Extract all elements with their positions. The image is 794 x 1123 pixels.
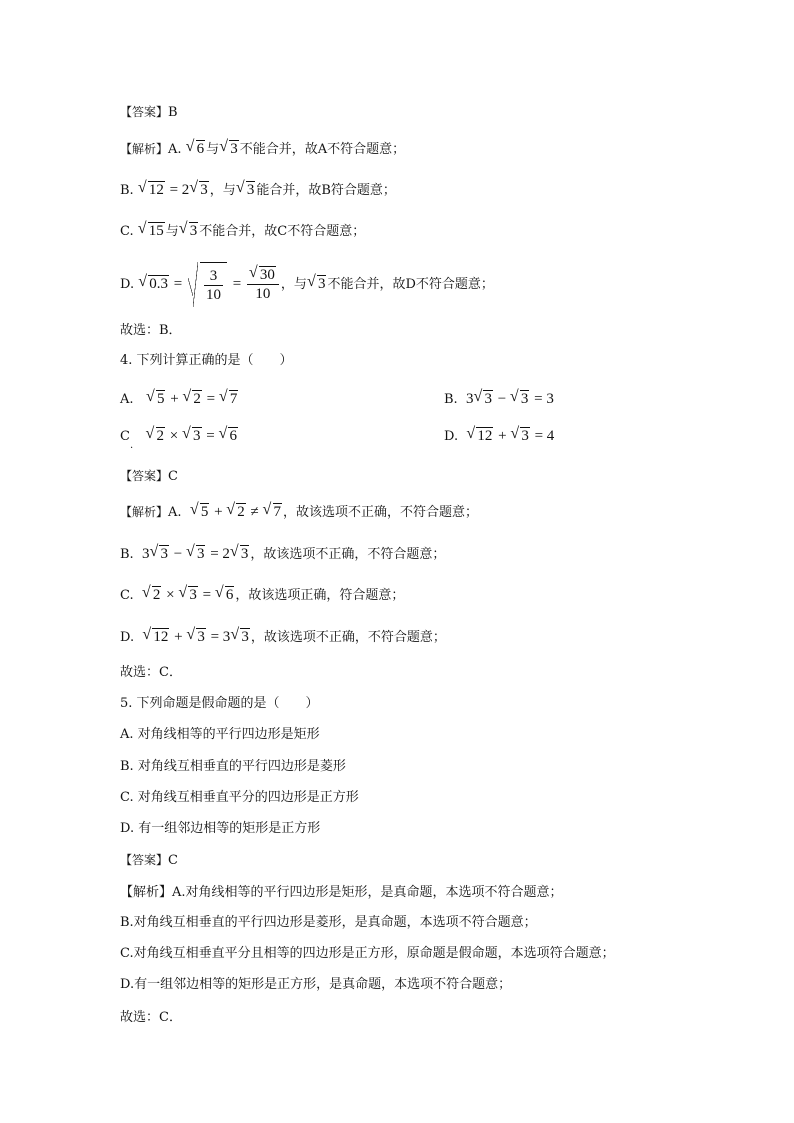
radicand: 6 (196, 141, 205, 157)
q4-analysis-a (120, 503, 478, 522)
sqrt-expr (237, 181, 256, 199)
q4-analysis-d (120, 628, 446, 647)
radicand: 6 (225, 587, 234, 603)
radicand: 15 (148, 223, 164, 239)
radicand: 3 (484, 391, 492, 407)
operator: + (166, 391, 183, 407)
radicand: 3 (230, 141, 238, 157)
coefficient: 3 (141, 546, 150, 562)
radicand: 3 (317, 276, 326, 292)
operator: × (162, 587, 179, 603)
q4-option-a (120, 390, 239, 409)
radicand: 12 (477, 428, 493, 444)
text: ，与 (280, 277, 307, 292)
answer-label: 【答案】 (120, 469, 169, 483)
radicand: 6 (229, 428, 237, 444)
q3-answer (120, 103, 178, 122)
text: ，故该选项正确，符合题意； (235, 588, 405, 603)
q5-analysis-b: B.对角线互相垂直的平行四边形是菱形，是真命题，本选项不符合题意； (120, 915, 537, 930)
operator: ≠ (246, 504, 263, 520)
q5-analysis-a: 【解析】A.对角线相等的平行四边形是矩形，是真命题，本选项不符合题意； (120, 885, 563, 900)
operator: = (202, 391, 219, 407)
radicand: 3 (246, 182, 255, 198)
option-prefix: D. (120, 277, 139, 292)
text: 与 (206, 142, 220, 157)
analysis-label: 【解析】 (120, 142, 169, 156)
radicand: 2 (156, 428, 165, 444)
option-prefix: C. (120, 224, 138, 239)
operator: = (169, 276, 186, 292)
q4-option-d (444, 427, 554, 446)
radicand: 3 (241, 629, 249, 645)
radicand: 2 (237, 504, 245, 520)
sqrt-expr (180, 222, 199, 240)
option-prefix: D. (120, 630, 139, 645)
answer-label: 【答案】 (120, 105, 169, 119)
denominator: 10 (205, 287, 221, 304)
option-prefix: A. (168, 505, 186, 520)
radicand: 5 (156, 391, 165, 407)
text: ，与 (209, 183, 236, 198)
option-prefix: B. (120, 183, 138, 198)
q5-answer (120, 851, 178, 870)
q5-stem: 5. 下列命题是假命题的是（ ） (120, 696, 319, 711)
q4-conclusion: 故选：C． (120, 665, 182, 680)
radicand: 3 (197, 629, 205, 645)
sqrt-expr (220, 140, 239, 158)
option-dot: . (129, 440, 134, 451)
radicand: 3 (196, 546, 205, 562)
operator: = 3 (206, 629, 231, 645)
text: 不能合并，故C不符合题意； (199, 224, 366, 239)
radicand: 3 (520, 391, 529, 407)
radicand: 7 (229, 391, 238, 407)
radicand: 3 (189, 223, 198, 239)
analysis-label: 【解析】 (120, 505, 169, 519)
operator: = 2 (165, 182, 190, 198)
radicand: 12 (153, 629, 169, 645)
operator: = 2 (206, 546, 230, 562)
q4-analysis-c (120, 586, 404, 605)
text: 与 (165, 224, 179, 239)
fraction (247, 266, 279, 303)
option-prefix: C. (120, 588, 138, 603)
radicand: 3 (521, 428, 529, 444)
text: ，故该选项不正确，不符合题意； (283, 505, 479, 520)
q5-option-b: B. 对角线互相垂直的平行四边形是菱形 (120, 759, 346, 774)
sqrt-expr (139, 181, 165, 199)
radicand: 2 (152, 587, 161, 603)
operator: = 3 (530, 391, 554, 407)
operator: = (202, 428, 219, 444)
text: 不能合并，故A不符合题意； (239, 142, 406, 157)
option-prefix: A. (168, 142, 186, 157)
coefficient: 3 (465, 391, 474, 407)
option-label: C (120, 429, 130, 444)
option-label: A. (120, 392, 134, 407)
q3-analysis-d (120, 262, 494, 307)
q5-analysis-c: C.对角线互相垂直平分且相等的四边形是正方形，原命题是假命题，本选项符合题意； (120, 946, 615, 961)
answer-label: 【答案】 (120, 853, 169, 867)
option-prefix: B. (120, 547, 138, 562)
radicand: 7 (273, 504, 282, 520)
text: 不能合并，故D不符合题意； (327, 277, 494, 292)
radicand: 3 (193, 428, 201, 444)
q4-option-c (120, 427, 239, 451)
text: ，故该选项不正确，不符合题意； (250, 630, 446, 645)
sqrt-expr (187, 140, 206, 158)
radicand: 3 (200, 182, 208, 198)
q5-option-c: C. 对角线互相垂直平分的四边形是正方形 (120, 790, 359, 805)
operator: + (494, 428, 511, 444)
answer-value: C (168, 469, 178, 484)
option-label: D. (444, 429, 459, 444)
q3-conclusion: 故选：B． (120, 323, 182, 338)
text: 能合并，故B符合题意； (256, 183, 396, 198)
q3-analysis-c (120, 222, 365, 241)
answer-value: B (168, 105, 178, 120)
operator: = (228, 276, 245, 292)
q4-analysis-b (120, 545, 445, 564)
q5-option-a: A. 对角线相等的平行四边形是矩形 (120, 727, 320, 742)
operator: − (169, 546, 186, 562)
operator: + (210, 504, 227, 520)
sqrt-fraction (188, 262, 227, 307)
q4-stem: 4. 下列计算正确的是（ ） (120, 353, 293, 368)
sqrt-expr (308, 262, 327, 306)
q4-answer (120, 467, 178, 486)
denominator: 10 (255, 286, 271, 303)
operator: = 4 (530, 428, 555, 444)
operator: − (493, 391, 510, 407)
radicand: 2 (193, 391, 201, 407)
q5-conclusion: 故选：C． (120, 1010, 182, 1025)
sqrt-expr (139, 222, 165, 240)
sqrt-expr (190, 181, 209, 199)
radicand: 0.3 (149, 276, 168, 292)
q3-analysis-a (120, 140, 405, 159)
radicand: 12 (148, 182, 164, 198)
q5-option-d: D. 有一组邻边相等的矩形是正方形 (120, 821, 321, 836)
operator: = (198, 587, 215, 603)
radicand: 3 (160, 546, 168, 562)
radicand: 30 (259, 267, 275, 284)
operator: + (170, 629, 187, 645)
q3-analysis-b (120, 181, 396, 200)
q4-option-b (444, 390, 554, 409)
option-label: B. (444, 392, 458, 407)
radicand: 5 (200, 504, 209, 520)
numerator: 3 (204, 267, 223, 286)
operator: × (166, 428, 183, 444)
text: ，故该选项不正确，不符合题意； (250, 547, 446, 562)
radicand: 3 (240, 546, 249, 562)
sqrt-expr (139, 262, 169, 306)
q5-analysis-d: D.有一组邻边相等的矩形是正方形，是真命题，本选项不符合题意； (120, 977, 512, 992)
answer-value: C (168, 853, 178, 868)
radicand: 3 (189, 587, 197, 603)
